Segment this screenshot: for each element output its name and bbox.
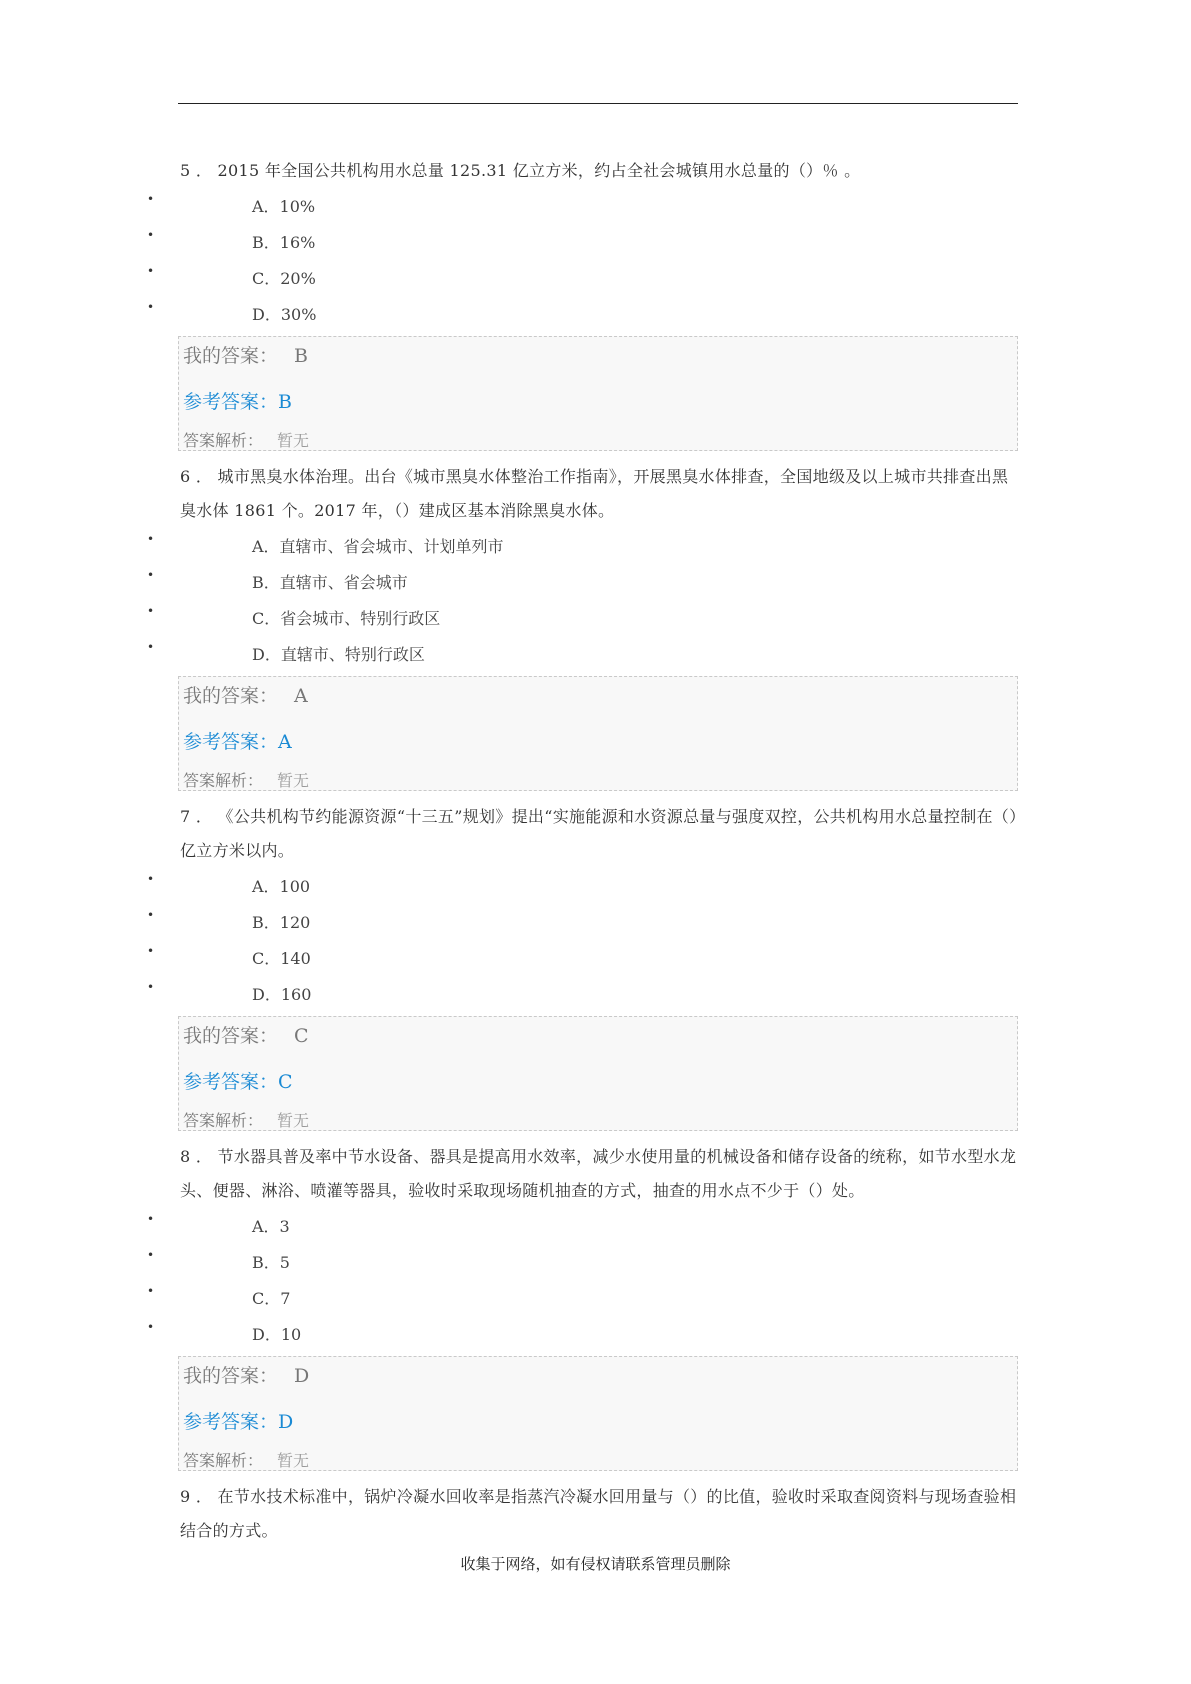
reference-answer [183, 387, 292, 417]
my-answer-value: B [294, 345, 308, 367]
my-answer-label: 我的答案： [183, 1365, 279, 1387]
bullet-icon: • [147, 872, 155, 886]
option-item [0, 225, 1000, 261]
option-item [0, 941, 1000, 977]
option-item [0, 297, 1000, 333]
question-6 [180, 460, 1020, 528]
footer-note: 收集于网络，如有侵权请联系管理员删除 [460, 1555, 731, 1573]
answer-analysis [183, 1450, 309, 1472]
my-answer-value: C [294, 1025, 309, 1047]
analysis-label: 答案解析： [183, 1111, 264, 1130]
answer-box [178, 676, 1018, 791]
answer-box [178, 336, 1018, 451]
analysis-value: 暂无 [277, 1111, 310, 1130]
bullet-icon: • [147, 908, 155, 922]
bullet-icon: • [147, 228, 155, 242]
answer-box [178, 1016, 1018, 1131]
bullet-icon: • [147, 532, 155, 546]
analysis-value: 暂无 [277, 431, 310, 450]
option-item [0, 189, 1000, 225]
analysis-label: 答案解析： [183, 431, 264, 450]
bullet-icon: • [147, 1320, 155, 1334]
bullet-icon: • [147, 1212, 155, 1226]
reference-answer-label: 参考答案： [183, 1071, 279, 1093]
my-answer-label: 我的答案： [183, 1025, 279, 1047]
header-rule [178, 103, 1018, 104]
my-answer [183, 341, 308, 371]
my-answer-value: D [294, 1365, 310, 1387]
option-label: A．10% [252, 197, 316, 216]
option-item [0, 977, 1000, 1013]
option-label: A．直辖市、省会城市、计划单列市 [252, 537, 504, 556]
analysis-value: 暂无 [277, 1451, 310, 1470]
my-answer-label: 我的答案： [183, 685, 279, 707]
analysis-value: 暂无 [277, 771, 310, 790]
answer-analysis [183, 1110, 309, 1132]
my-answer-value: A [294, 685, 308, 707]
option-label: C．20% [252, 269, 316, 288]
option-item [0, 1281, 1000, 1317]
reference-answer [183, 1407, 293, 1437]
option-item [0, 529, 1000, 565]
option-item [0, 601, 1000, 637]
question-8 [180, 1140, 1020, 1208]
option-label: A．3 [252, 1217, 290, 1236]
option-item [0, 905, 1000, 941]
question-9 [180, 1480, 1020, 1548]
question-text: 9 ． 在节水技术标准中，锅炉冷凝水回收率是指蒸汽冷凝水回用量与（）的比值，验收时采取查阅资料与现场查验相结合的方式。 [180, 1487, 1017, 1540]
option-label: A．100 [252, 877, 311, 896]
option-label: D．160 [252, 985, 312, 1004]
reference-answer-value: D [278, 1411, 294, 1433]
bullet-icon: • [147, 604, 155, 618]
option-item [0, 869, 1000, 905]
reference-answer [183, 727, 292, 757]
option-label: C．140 [252, 949, 311, 968]
bullet-icon: • [147, 300, 155, 314]
bullet-icon: • [147, 568, 155, 582]
reference-answer-value: B [278, 391, 292, 413]
my-answer [183, 1021, 309, 1051]
option-item [0, 565, 1000, 601]
my-answer [183, 1361, 309, 1391]
option-label: D．10 [252, 1325, 302, 1344]
answer-box [178, 1356, 1018, 1471]
bullet-icon: • [147, 1248, 155, 1262]
my-answer [183, 681, 308, 711]
question-7 [180, 800, 1020, 868]
answer-analysis [183, 770, 309, 792]
bullet-icon: • [147, 264, 155, 278]
bullet-icon: • [147, 640, 155, 654]
my-answer-label: 我的答案： [183, 345, 279, 367]
reference-answer [183, 1067, 293, 1097]
bullet-icon: • [147, 1284, 155, 1298]
bullet-icon: • [147, 980, 155, 994]
reference-answer-label: 参考答案： [183, 391, 279, 413]
option-item [0, 1245, 1000, 1281]
option-label: B．120 [252, 913, 311, 932]
bullet-icon: • [147, 192, 155, 206]
option-item [0, 637, 1000, 673]
option-label: D．30% [252, 305, 317, 324]
question-text: 8 ． 节水器具普及率中节水设备、器具是提高用水效率，减少水使用量的机械设备和储存设备的统称，如节水型水龙头、便器、淋浴、喷灌等器具，验收时采取现场随机抽查的方式，抽查的用水点不少于（）处。 [180, 1147, 1017, 1200]
question-text: 7 ． 《公共机构节约能源资源“十三五”规划》提出“实施能源和水资源总量与强度双控，公共机构用水总量控制在（）亿立方米以内。 [180, 807, 1018, 860]
option-item [0, 261, 1000, 297]
option-label: C．省会城市、特别行政区 [252, 609, 441, 628]
reference-answer-value: C [278, 1071, 293, 1093]
option-item [0, 1209, 1000, 1245]
reference-answer-label: 参考答案： [183, 1411, 279, 1433]
question-5 [180, 154, 1020, 188]
option-item [0, 1317, 1000, 1353]
answer-analysis [183, 430, 309, 452]
option-label: D．直辖市、特别行政区 [252, 645, 425, 664]
option-label: C．7 [252, 1289, 291, 1308]
analysis-label: 答案解析： [183, 771, 264, 790]
option-label: B．5 [252, 1253, 290, 1272]
question-text: 6 ． 城市黑臭水体治理。出台《城市黑臭水体整治工作指南》，开展黑臭水体排查，全国地级及以上城市共排查出黑臭水体 1861 个。2017 年，（）建成区基本消除黑臭水体。 [180, 467, 1009, 520]
bullet-icon: • [147, 944, 155, 958]
question-text: 5 ． 2015 年全国公共机构用水总量 125.31 亿立方米，约占全社会城镇用水总量的（）％ 。 [180, 161, 861, 180]
reference-answer-label: 参考答案： [183, 731, 279, 753]
option-label: B．16% [252, 233, 316, 252]
option-label: B．直辖市、省会城市 [252, 573, 408, 592]
analysis-label: 答案解析： [183, 1451, 264, 1470]
reference-answer-value: A [278, 731, 292, 753]
